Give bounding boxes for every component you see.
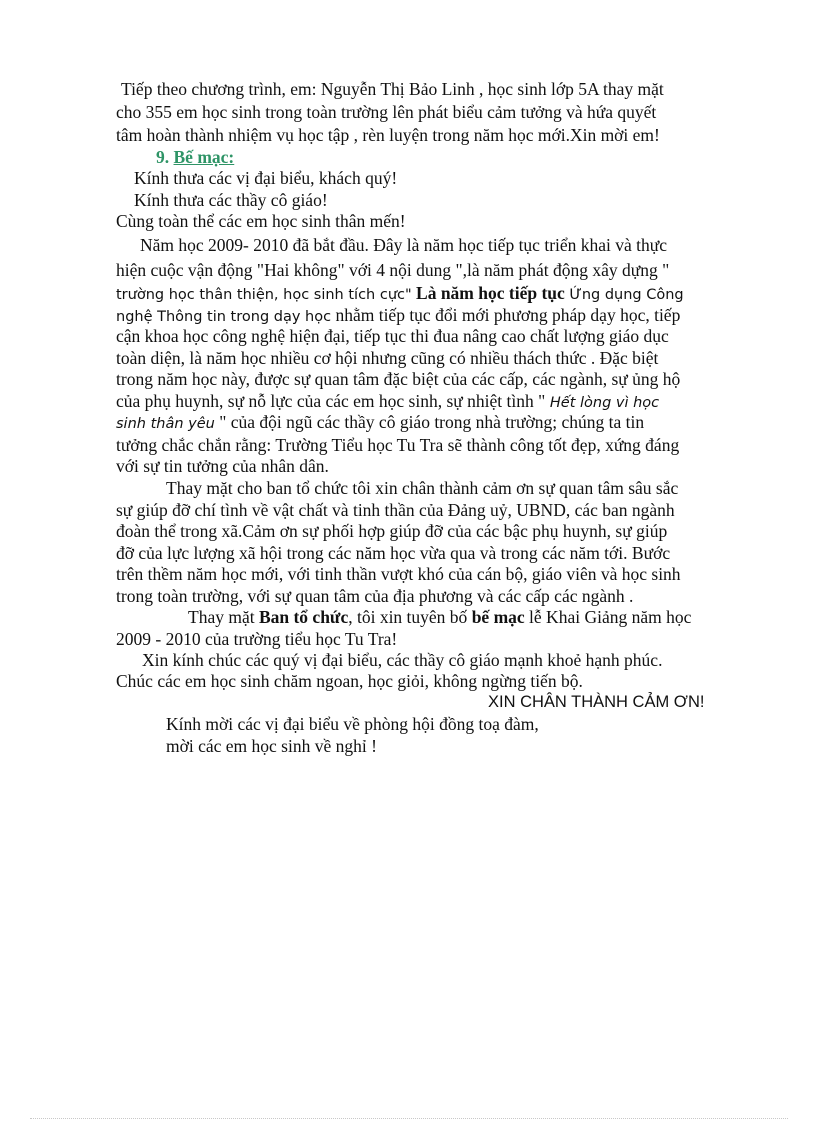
text-run-italic: sinh thân yêu	[116, 416, 215, 432]
paragraph-line: toàn diện, là năm học nhiều cơ hội nhưng cũng có nhiều thách thức . Đặc biệt	[116, 348, 659, 368]
text-run-bold: Là năm học tiếp tục	[411, 283, 565, 303]
text-run: nhằm tiếp tục đổi mới phương pháp dạy học, tiếp	[331, 305, 681, 325]
wish-line-1: Xin kính chúc các quý vị đại biểu, các thầy cô giáo mạnh khoẻ hạnh phúc.	[142, 650, 663, 670]
paragraph-line	[116, 282, 684, 306]
intro-line-3: tâm hoàn thành nhiệm vụ học tập , rèn luyện trong năm học mới.Xin mời em!	[116, 125, 660, 145]
paragraph-line: tưởng chắc chắn rằng: Trường Tiểu học Tu Tra sẽ thành công tốt đẹp, xứng đáng	[116, 435, 680, 455]
paragraph-line	[116, 411, 644, 435]
section-heading	[156, 146, 234, 168]
text-run: của phụ huynh, sự nỗ lực của các em học sinh, sự nhiệt tình "	[116, 391, 546, 411]
paragraph-line: 2009 - 2010 của trường tiểu học Tu Tra!	[116, 629, 398, 649]
wish-line-2: Chúc các em học sinh chăm ngoan, học giỏi, không ngừng tiến bộ.	[116, 671, 583, 691]
paragraph-line: trong toàn trường, với sự quan tâm của địa phương và các cấp các ngành .	[116, 586, 634, 606]
paragraph-line: cận khoa học công nghệ hiện đại, tiếp tục thi đua nâng cao chất lượng giáo dục	[116, 326, 669, 346]
paragraph-line: sự giúp đỡ chí tình về vật chất và tinh thần của Đảng uỷ, UBND, các ban ngành	[116, 500, 675, 520]
paragraph-line: trên thềm năm học mới, với tinh thần vượt khó của cán bộ, giáo viên và học sinh	[116, 564, 681, 584]
text-run: trường học thân thiện, học sinh tích cực"	[116, 287, 412, 303]
greeting-line-1: Kính thưa các vị đại biểu, khách quý!	[134, 168, 398, 188]
text-run: nghệ Thông tin trong dạy học	[116, 309, 332, 325]
paragraph-line: Năm học 2009- 2010 đã bắt đầu. Đây là năm học tiếp tục triển khai và thực	[140, 235, 668, 255]
section-number: 9.	[156, 147, 170, 167]
section-title: Bế mạc:	[173, 147, 235, 167]
invite-line-2: mời các em học sinh về nghỉ !	[166, 736, 377, 756]
text-run: , tôi xin tuyên bố	[348, 607, 472, 627]
paragraph-line: đoàn thể trong xã.Cảm ơn sự phối hợp giúp đỡ của các bậc phụ huynh, sự giúp	[116, 521, 668, 541]
paragraph-line: Thay mặt cho ban tổ chức tôi xin chân thành cảm ơn sự quan tâm sâu sắc	[166, 478, 679, 498]
text-run-bold: bế mạc	[471, 607, 525, 627]
invite-line-1: Kính mời các vị đại biểu về phòng hội đồng toạ đàm,	[166, 714, 539, 734]
intro-line-2: cho 355 em học sinh trong toàn trường lên phát biểu cảm tưởng và hứa quyết	[116, 102, 657, 122]
paragraph-line: hiện cuộc vận động "Hai không" với 4 nội dung ",là năm phát động xây dựng "	[116, 260, 670, 280]
text-run-italic: Hết lòng vì học	[545, 395, 660, 411]
paragraph-line	[188, 606, 691, 628]
closing-thanks: XIN CHÂN THÀNH CẢM ƠN!	[488, 693, 705, 711]
text-run: Thay mặt	[188, 607, 259, 627]
paragraph-line: trong năm học này, được sự quan tâm đặc biệt của các cấp, các ngành, sự ủng hộ	[116, 369, 681, 389]
greeting-line-2: Kính thưa các thầy cô giáo!	[134, 190, 328, 210]
text-run: lễ Khai Giảng năm học	[524, 607, 692, 627]
intro-line-1: Tiếp theo chương trình, em: Nguyễn Thị Bảo Linh , học sinh lớp 5A thay mặt	[121, 79, 664, 99]
paragraph-line: đỡ của lực lượng xã hội trong các năm học vừa qua và trong các năm tới. Bước	[116, 543, 671, 563]
text-run: Ứng dụng Công	[564, 287, 684, 303]
page-footer-divider	[30, 1118, 788, 1119]
text-run-bold: Ban tổ chức	[258, 607, 349, 627]
text-run: " của đội ngũ các thầy cô giáo trong nhà trường; chúng ta tin	[214, 412, 645, 432]
greeting-line-3: Cùng toàn thể các em học sinh thân mến!	[116, 211, 406, 231]
paragraph-line: với sự tin tưởng của nhân dân.	[116, 456, 329, 476]
